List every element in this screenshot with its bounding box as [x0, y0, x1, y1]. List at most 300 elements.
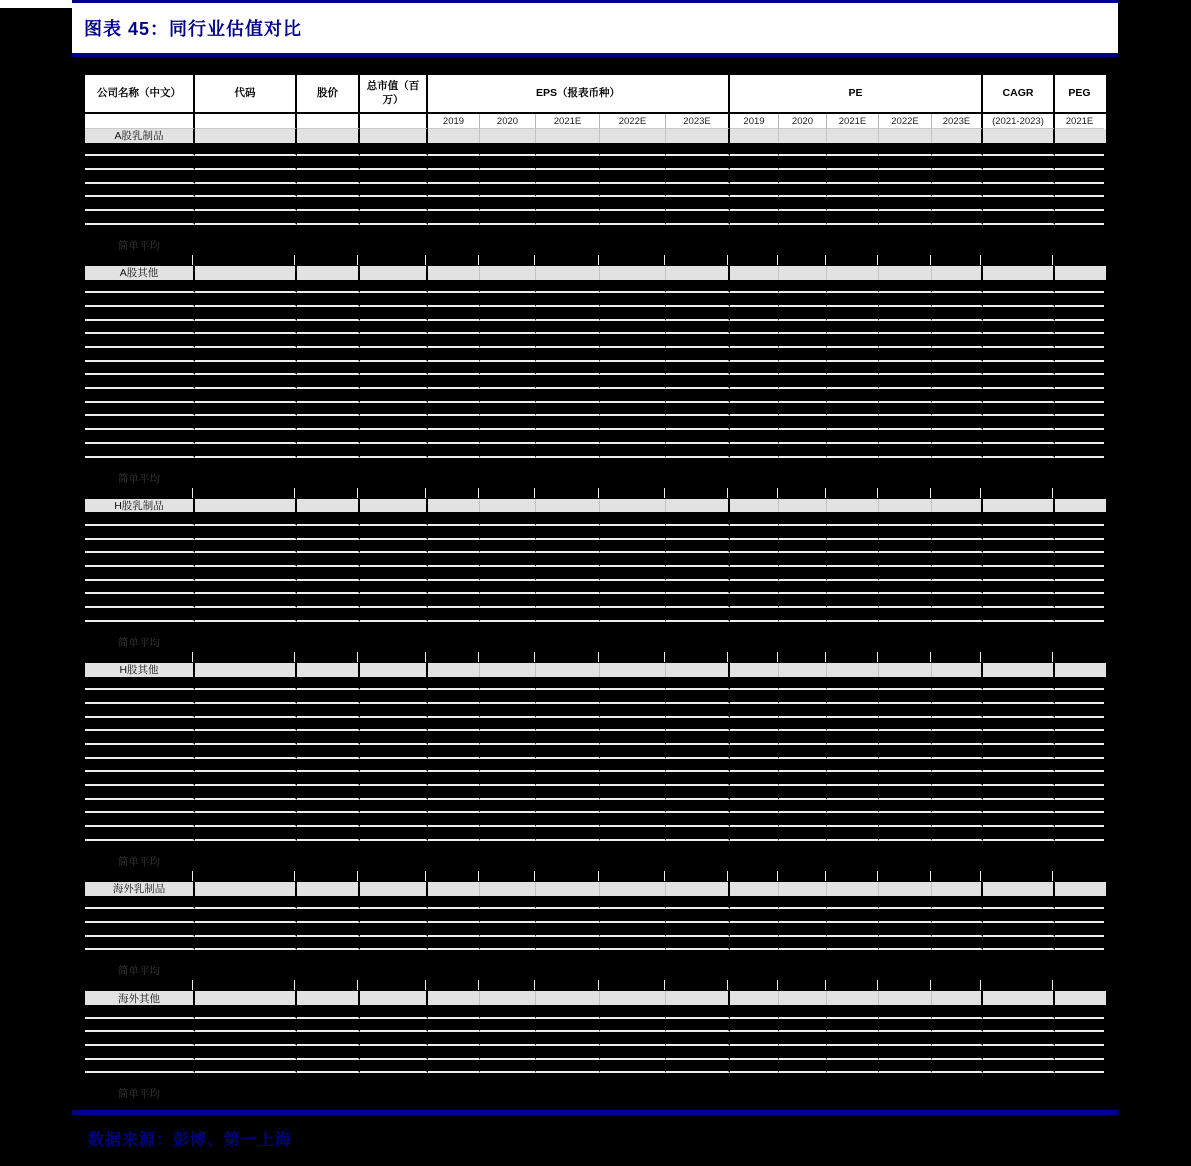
cell: [730, 718, 779, 732]
cell: [932, 772, 983, 786]
cell: [600, 334, 666, 348]
cell: [195, 704, 297, 718]
cell: [195, 854, 297, 868]
cell: [983, 512, 1055, 526]
cell: [779, 786, 827, 800]
cell: [983, 759, 1055, 773]
cell: [536, 759, 600, 773]
cell: [666, 937, 730, 951]
cell: [297, 348, 360, 362]
cell: [297, 458, 360, 472]
cell: [827, 827, 879, 841]
cell: [600, 458, 666, 472]
cell: [1055, 786, 1104, 800]
cell: [480, 293, 536, 307]
cell: [297, 430, 360, 444]
cell: [195, 978, 297, 992]
cell: [879, 1032, 932, 1046]
cell: [983, 718, 1055, 732]
cell: [730, 978, 779, 992]
cell: [666, 704, 730, 718]
cell: [730, 759, 779, 773]
cell: [600, 1032, 666, 1046]
cell: [827, 321, 879, 335]
cell: [827, 813, 879, 827]
cell: [360, 430, 428, 444]
cell: [480, 1060, 536, 1074]
cell: [983, 704, 1055, 718]
cell: [85, 362, 195, 376]
cell: [730, 950, 779, 964]
cell: [730, 375, 779, 389]
cell: [428, 499, 480, 513]
cell: [297, 1032, 360, 1046]
cell: [195, 362, 297, 376]
cell: [779, 334, 827, 348]
cell: [666, 1046, 730, 1060]
cell: [1055, 581, 1104, 595]
cell: [932, 1032, 983, 1046]
cell: [827, 307, 879, 321]
cell: [779, 403, 827, 417]
cell: [85, 1046, 195, 1060]
cell: [730, 1073, 779, 1087]
cell: [1055, 170, 1104, 184]
cell: [536, 1060, 600, 1074]
cell: [827, 225, 879, 239]
cell: [827, 950, 879, 964]
cell: [827, 526, 879, 540]
cell: [779, 800, 827, 814]
cell: [932, 129, 983, 143]
cell: [600, 690, 666, 704]
cell: [480, 608, 536, 622]
cell: [600, 567, 666, 581]
cell: [932, 485, 983, 499]
cell: [932, 964, 983, 978]
data-row: [85, 1073, 1106, 1087]
table-header-row: [85, 75, 1106, 114]
cell: [480, 622, 536, 636]
cell: [195, 1019, 297, 1033]
cell: [666, 403, 730, 417]
cell: [195, 1032, 297, 1046]
cell: [730, 1087, 779, 1101]
cell: [666, 321, 730, 335]
cell: [195, 143, 297, 157]
cell: [536, 266, 600, 280]
data-row: [85, 772, 1106, 786]
cell: [827, 991, 879, 1005]
cell: [730, 882, 779, 896]
cell: [827, 649, 879, 663]
cell: [85, 1073, 195, 1087]
cell: 海外乳制品: [85, 882, 195, 896]
cell: [879, 1060, 932, 1074]
data-row: [85, 718, 1106, 732]
cell: [932, 553, 983, 567]
cell: [779, 704, 827, 718]
cell: [480, 1046, 536, 1060]
data-row: [85, 512, 1106, 526]
cell: [983, 635, 1055, 649]
cell: [600, 1087, 666, 1101]
cell: [360, 759, 428, 773]
cell: [1055, 800, 1104, 814]
cell: [85, 143, 195, 157]
cell: [1055, 197, 1104, 211]
cell: [779, 307, 827, 321]
cell: [879, 909, 932, 923]
cell: [428, 608, 480, 622]
cell: [85, 704, 195, 718]
cell: [666, 416, 730, 430]
cell: [666, 526, 730, 540]
cell: [480, 882, 536, 896]
cell: [730, 841, 779, 855]
average-row: [85, 471, 1106, 485]
spacer-row: [85, 868, 1106, 882]
average-row: [85, 1087, 1106, 1101]
cell: [1055, 745, 1104, 759]
cell: [983, 1073, 1055, 1087]
cell: [932, 225, 983, 239]
cell: [297, 553, 360, 567]
cell: [1055, 444, 1104, 458]
cell: [666, 567, 730, 581]
cell: [428, 581, 480, 595]
cell: [1055, 608, 1104, 622]
cell: [600, 389, 666, 403]
cell: [360, 567, 428, 581]
cell: [536, 608, 600, 622]
cell: [428, 512, 480, 526]
cell: [360, 950, 428, 964]
cell: [360, 485, 428, 499]
cell: [428, 635, 480, 649]
cell: [779, 321, 827, 335]
data-row: [85, 704, 1106, 718]
cell: [827, 786, 879, 800]
cell: [195, 239, 297, 253]
cell: [932, 731, 983, 745]
cell: [983, 827, 1055, 841]
cell: [85, 772, 195, 786]
cell: [480, 704, 536, 718]
cell: [195, 731, 297, 745]
data-row: [85, 1005, 1106, 1019]
cell: 海外其他: [85, 991, 195, 1005]
cell: [536, 170, 600, 184]
cell: [85, 197, 195, 211]
cell: [195, 403, 297, 417]
cell: [1055, 622, 1104, 636]
cell: [1055, 307, 1104, 321]
cell: [85, 950, 195, 964]
cell: [779, 635, 827, 649]
cell: [297, 786, 360, 800]
cell: [932, 184, 983, 198]
cell: [428, 813, 480, 827]
cell: [195, 512, 297, 526]
cell: [779, 129, 827, 143]
cell: [983, 841, 1055, 855]
cell: [730, 211, 779, 225]
cell: [297, 594, 360, 608]
cell: [983, 1087, 1055, 1101]
cell: [536, 143, 600, 157]
section-header-row: [85, 129, 1106, 143]
cell: [85, 1032, 195, 1046]
cell: [297, 649, 360, 663]
cell: [983, 266, 1055, 280]
cell: [879, 389, 932, 403]
cell: [297, 375, 360, 389]
cell: [428, 909, 480, 923]
cell: [879, 485, 932, 499]
cell: [983, 143, 1055, 157]
cell: [1055, 909, 1104, 923]
cell: [779, 868, 827, 882]
cell: [666, 375, 730, 389]
cell: [195, 197, 297, 211]
cell: [85, 375, 195, 389]
cell: [480, 1087, 536, 1101]
cell: [932, 334, 983, 348]
cell: [983, 594, 1055, 608]
cell: [827, 266, 879, 280]
cell: [779, 759, 827, 773]
cell: [666, 1005, 730, 1019]
cell: [297, 129, 360, 143]
cell: [480, 280, 536, 294]
cell: [932, 1005, 983, 1019]
cell: [297, 471, 360, 485]
cell: [536, 389, 600, 403]
cell: [297, 1046, 360, 1060]
cell: [480, 266, 536, 280]
cell: H股乳制品: [85, 499, 195, 513]
cell: [480, 800, 536, 814]
cell: [879, 772, 932, 786]
cell: [666, 745, 730, 759]
cell: [600, 896, 666, 910]
cell: [932, 430, 983, 444]
cell: [779, 156, 827, 170]
cell: [480, 540, 536, 554]
cell: [879, 1019, 932, 1033]
cell: [827, 1032, 879, 1046]
cell: [1055, 252, 1104, 266]
cell: [879, 991, 932, 1005]
cell: [297, 444, 360, 458]
cell: [779, 499, 827, 513]
cell: [428, 239, 480, 253]
cell: [827, 540, 879, 554]
cell: [983, 649, 1055, 663]
section-header-row: [85, 991, 1106, 1005]
cell: [932, 526, 983, 540]
cell: [85, 1019, 195, 1033]
cell: [480, 485, 536, 499]
cell: [730, 225, 779, 239]
cell: [879, 841, 932, 855]
cell: [932, 786, 983, 800]
cell: [600, 211, 666, 225]
cell: [480, 184, 536, 198]
cell: [600, 868, 666, 882]
cell: [600, 293, 666, 307]
cell: [480, 526, 536, 540]
cell: [536, 882, 600, 896]
cell: [879, 950, 932, 964]
cell: [932, 307, 983, 321]
data-row: [85, 896, 1106, 910]
cell: [1055, 663, 1104, 677]
cell: [827, 937, 879, 951]
cell: [600, 813, 666, 827]
cell: [879, 375, 932, 389]
cell: [360, 225, 428, 239]
cell: [536, 512, 600, 526]
cell: [932, 813, 983, 827]
cell: [536, 416, 600, 430]
subheader-eps-year: 2023E: [666, 114, 730, 129]
cell: [730, 937, 779, 951]
cell: [730, 485, 779, 499]
cell: [730, 635, 779, 649]
cell: [536, 129, 600, 143]
cell: [360, 375, 428, 389]
cell: [428, 718, 480, 732]
cell: 简单平均: [85, 471, 195, 485]
cell: [730, 745, 779, 759]
cell: [730, 280, 779, 294]
cell: [297, 266, 360, 280]
cell: [932, 1046, 983, 1060]
cell: [983, 129, 1055, 143]
cell: [600, 786, 666, 800]
cell: [297, 950, 360, 964]
cell: [779, 608, 827, 622]
cell: [428, 978, 480, 992]
cell: [85, 252, 195, 266]
cell: [600, 854, 666, 868]
cell: [600, 964, 666, 978]
cell: [297, 362, 360, 376]
cell: [827, 170, 879, 184]
cell: [480, 389, 536, 403]
subheader-peg-year: 2021E: [1055, 114, 1104, 129]
cell: [983, 444, 1055, 458]
cell: [85, 553, 195, 567]
cell: [730, 526, 779, 540]
cell: [480, 827, 536, 841]
cell: [480, 868, 536, 882]
cell: [600, 923, 666, 937]
header-market-cap: 总市值（百万）: [360, 75, 428, 112]
cell: [983, 184, 1055, 198]
cell: [85, 594, 195, 608]
data-row: [85, 923, 1106, 937]
cell: [428, 526, 480, 540]
cell: [879, 170, 932, 184]
cell: [195, 430, 297, 444]
cell: [827, 1046, 879, 1060]
cell: [983, 800, 1055, 814]
cell: [536, 594, 600, 608]
cell: [297, 909, 360, 923]
cell: [666, 827, 730, 841]
cell: [428, 622, 480, 636]
cell: [983, 499, 1055, 513]
data-row: [85, 745, 1106, 759]
cell: [195, 266, 297, 280]
cell: [195, 307, 297, 321]
cell: [428, 991, 480, 1005]
cell: [480, 512, 536, 526]
cell: [1055, 690, 1104, 704]
data-row: [85, 197, 1106, 211]
cell: [932, 649, 983, 663]
cell: [85, 937, 195, 951]
cell: [779, 690, 827, 704]
cell: [932, 718, 983, 732]
cell: [730, 594, 779, 608]
cell: [85, 293, 195, 307]
cell: [983, 882, 1055, 896]
cell: [932, 827, 983, 841]
cell: [827, 430, 879, 444]
cell: [983, 1046, 1055, 1060]
subheader-empty: [297, 114, 360, 129]
cell: [666, 649, 730, 663]
spacer-row: [85, 485, 1106, 499]
cell: [827, 772, 879, 786]
cell: [297, 293, 360, 307]
cell: [666, 690, 730, 704]
cell: [879, 813, 932, 827]
cell: [428, 868, 480, 882]
cell: [297, 718, 360, 732]
cell: [879, 635, 932, 649]
cell: [195, 567, 297, 581]
cell: [827, 909, 879, 923]
cell: [827, 567, 879, 581]
cell: [779, 184, 827, 198]
cell: [827, 280, 879, 294]
cell: [932, 416, 983, 430]
cell: [666, 923, 730, 937]
cell: [879, 1005, 932, 1019]
cell: [297, 813, 360, 827]
cell: [730, 156, 779, 170]
cell: [85, 896, 195, 910]
cell: [983, 553, 1055, 567]
cell: [536, 403, 600, 417]
cell: [983, 321, 1055, 335]
cell: [536, 635, 600, 649]
cell: [932, 854, 983, 868]
cell: [428, 964, 480, 978]
cell: [932, 923, 983, 937]
cell: [983, 964, 1055, 978]
section-header-row: [85, 266, 1106, 280]
cell: [879, 403, 932, 417]
cell: [879, 444, 932, 458]
cell: [195, 334, 297, 348]
cell: 简单平均: [85, 239, 195, 253]
